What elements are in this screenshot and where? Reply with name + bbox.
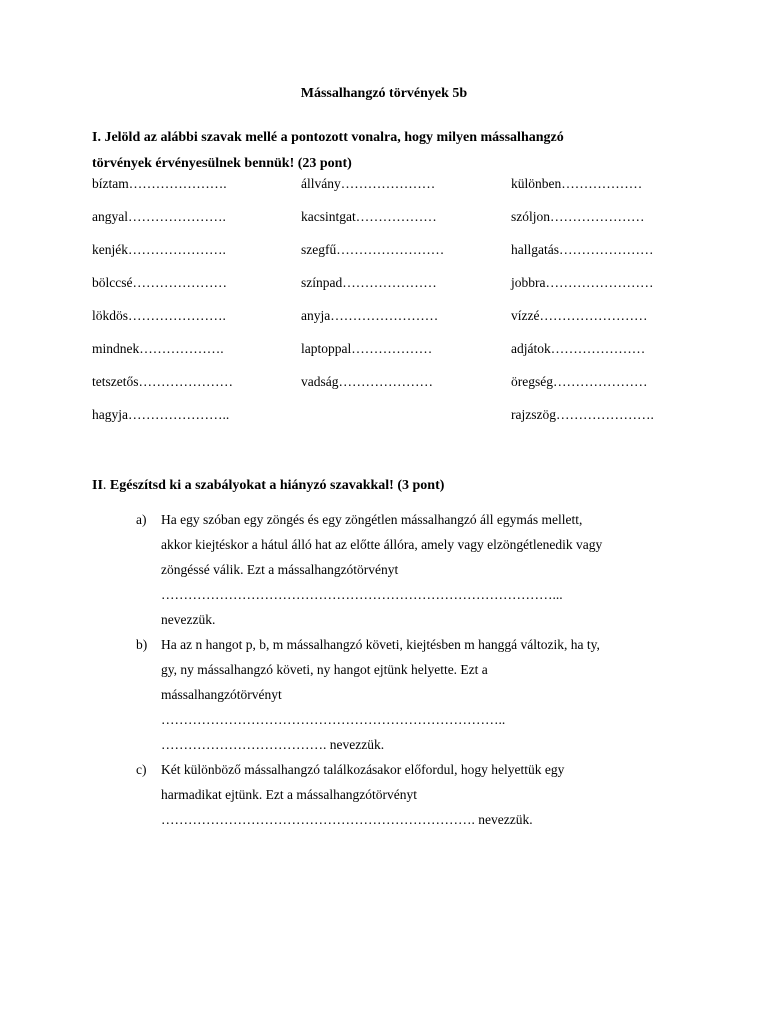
section1-heading-line: törvények érvényesülnek bennük! (23 pont) [92,156,352,171]
rule-item [136,507,696,632]
word-cell: angyal…………………. [92,209,226,224]
word-cell: adjátok………………… [511,341,646,356]
word-cell: bíztam…………………. [92,176,227,191]
word-cell: vadság………………… [301,374,433,389]
word-cell: állvány………………… [301,176,436,191]
word-row [92,308,692,341]
word-row [92,209,692,242]
rule-line: Ha az n hangot p, b, m mássalhangzó követi, kiejtésben m hanggá változik, ha ty, [161,637,600,652]
word-cell: különben……………… [511,176,643,191]
rule-marker: a) [136,512,147,527]
section2-heading-number: II [92,478,103,493]
rule-blank-line: ……………………………………………………………. nevezzük. [161,812,533,827]
word-cell: hallgatás………………… [511,242,654,257]
word-cell: kacsintgat……………… [301,209,437,224]
word-cell: anyja…………………… [301,308,439,323]
section2-heading-text: Egészítsd ki a szabályokat a hiányzó szavakkal! (3 pont) [106,478,445,493]
rule-text [161,757,696,832]
word-row [92,242,692,275]
word-grid [92,176,692,440]
rule-line: nevezzük. [161,612,216,627]
rule-item [136,757,696,832]
rule-marker: b) [136,637,148,652]
rule-blank-line: ………………………………………………………………….. [161,712,506,727]
word-cell: szegfű…………………… [301,242,445,257]
word-row [92,407,692,440]
rule-line: gy, ny mássalhangzó követi, ny hangot ejtünk helyette. Ezt a [161,662,488,677]
word-row [92,341,692,374]
word-cell: színpad………………… [301,275,437,290]
rule-line: zöngéssé válik. Ezt a mássalhangzótörvényt [161,562,399,577]
word-row [92,374,692,407]
section2-heading [92,478,444,494]
word-cell: öregség………………… [511,374,648,389]
rule-line: mássalhangzótörvényt [161,687,282,702]
word-cell: hagyja………………….. [92,407,230,422]
rule-line: akkor kiejtéskor a hátul álló hat az előtte állóra, amely vagy elzöngétlenedik vagy [161,537,603,552]
section1-heading-line: I. Jelöld az alábbi szavak mellé a pontozott vonalra, hogy milyen mássalhangzó [92,130,564,145]
word-cell: bölccsé………………… [92,275,227,290]
word-cell: tetszetős………………… [92,374,233,389]
rule-blank-line: ………………………………. nevezzük. [161,737,385,752]
page-title: Mássalhangzó törvények 5b [300,86,468,101]
rule-marker: c) [136,762,147,777]
word-cell: jobbra…………………… [511,275,654,290]
rule-text [161,507,696,632]
word-cell: vízzé…………………… [511,308,648,323]
rule-line: Két különböző mássalhangzó találkozásakor előfordul, hogy helyettük egy [161,762,565,777]
section2-heading-dot: . [102,478,107,493]
section1-heading [92,125,692,177]
rule-item [136,632,696,757]
word-cell: lökdös…………………. [92,308,226,323]
rule-line: Ha egy szóban egy zöngés és egy zöngétlen mássalhangzó áll egymás mellett, [161,512,583,527]
word-row [92,275,692,308]
word-cell: mindnek………………. [92,341,224,356]
word-cell: rajzszög…………………. [511,407,654,422]
word-row [92,176,692,209]
word-cell: kenjék…………………. [92,242,226,257]
word-cell: szóljon………………… [511,209,645,224]
word-cell: laptoppal……………… [301,341,433,356]
rule-blank-line: ……………………………………………………………………………... [161,587,563,602]
rule-line: harmadikat ejtünk. Ezt a mássalhangzótörvényt [161,787,418,802]
rule-text [161,632,696,757]
rules-list [136,507,696,832]
